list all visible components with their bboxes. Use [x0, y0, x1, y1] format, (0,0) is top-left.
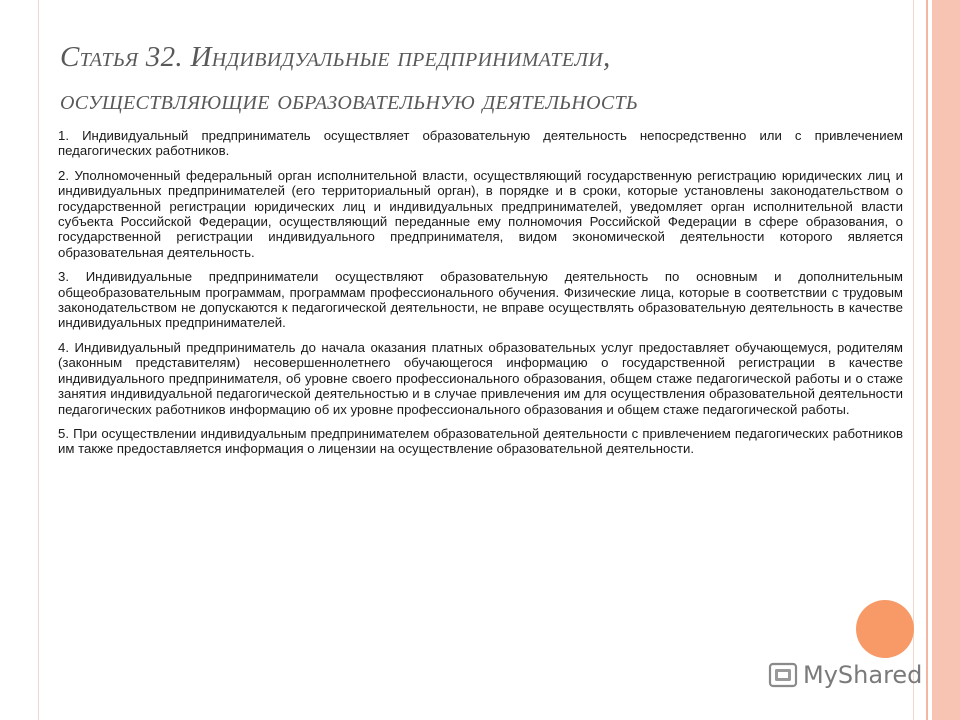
slide-title-line-2: осуществляющие образовательную деятельность [60, 83, 639, 116]
paragraph-1: 1. Индивидуальный предприниматель осуществляет образовательную деятельность непосредственно или с привлечением педагогических работников. [58, 128, 903, 159]
paragraph-3: 3. Индивидуальные предприниматели осуществляют образовательную деятельность по основным и дополнительным общеобразовательным программам, программам профессионального обучения. Физические лица, которые в соответствии с трудовым законодательством не допускаются к педагогической деятельности, не вправе осуществлять образовательную деятельность в качестве индивидуальных предпринимателей. [58, 269, 903, 331]
right-decorative-stripe [932, 0, 960, 720]
slide-title [60, 36, 910, 122]
paragraph-2: 2. Уполномоченный федеральный орган исполнительной власти, осуществляющий государственную регистрацию юридических лиц и индивидуальных предпринимателей (его территориальный орган), в порядке и в сроки, которые установлены законодательством о государственной регистрации юридических лиц и индивидуальных предпринимателей, уведомляет орган исполнительной власти субъекта Российской Федерации, осуществляющий переданные ему полномочия Российской Федерации в сфере образования, о государственной регистрации индивидуального предпринимателя, видом экономической деятельности которого является образовательная деятельность. [58, 167, 903, 260]
left-frame-line [38, 0, 39, 720]
myshared-logo [768, 658, 922, 692]
myshared-logo-icon [768, 660, 798, 690]
slide-body [58, 128, 903, 466]
logo-text: MyShared [803, 661, 923, 689]
orange-circle-decoration [856, 600, 914, 658]
paragraph-5: 5. При осуществлении индивидуальным предпринимателем образовательной деятельности с привлечением педагогических работников им также предоставляется информация о лицензии на осуществление образовательной деятельности. [58, 425, 903, 457]
right-frame-line [913, 0, 914, 720]
paragraph-4: 4. Индивидуальный предприниматель до начала оказания платных образовательных услуг предоставляет обучающемуся, родителям (законным представителям) несовершеннолетнего обучающегося информацию о государственной регистрации в качестве индивидуального предпринимателя, об уровне своего профессионального образования, общем стаже педагогической работы и о стаже занятия индивидуальной педагогической деятельностью и в случае привлечения им для осуществления образовательной деятельности педагогических работников информацию об их уровне профессионального образования и общем стаже педагогической работы. [58, 339, 903, 417]
slide-title-line-1: Статья 32. Индивидуальные предприниматели, [60, 41, 611, 73]
